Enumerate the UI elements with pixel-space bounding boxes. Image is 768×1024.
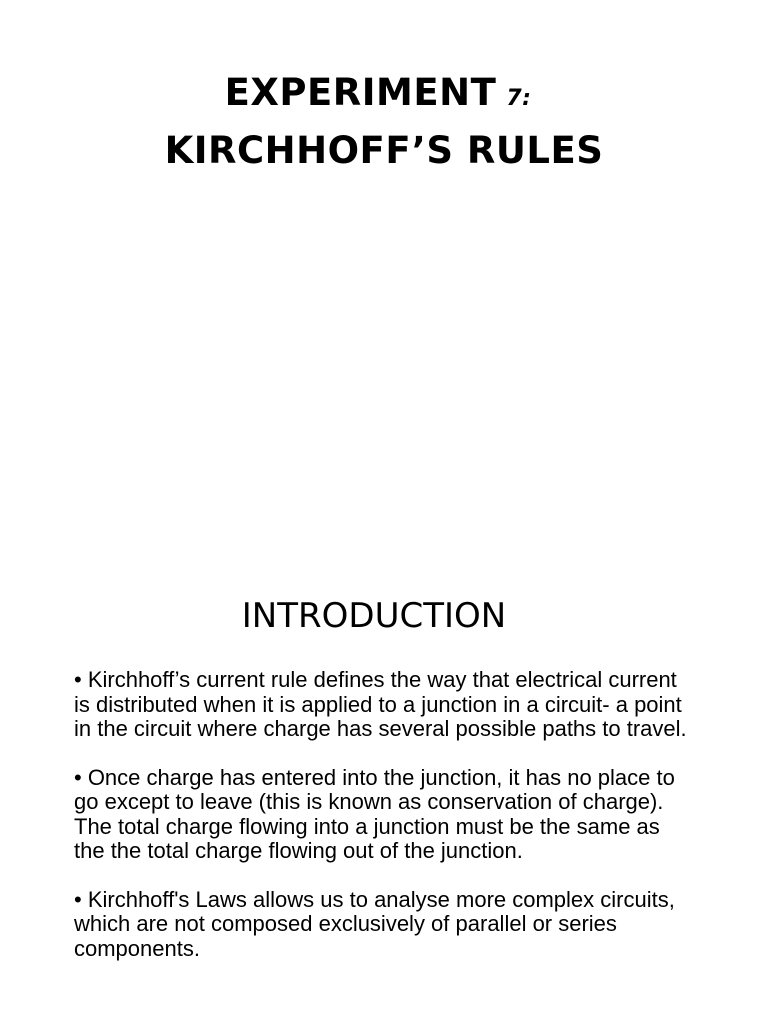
introduction-slide — [0, 512, 768, 1024]
introduction-heading: INTRODUCTION — [241, 596, 507, 636]
title-line-1 — [0, 68, 768, 124]
bullet-item: • Kirchhoff's Laws allows us to analyse more complex circuits, which are not composed exclusively of parallel or series components. — [74, 886, 675, 961]
title-line-2: KIRCHHOFF’S RULES — [164, 129, 604, 172]
title-word: EXPERIMENT — [224, 71, 497, 114]
experiment-number: 7: — [506, 86, 532, 111]
slide-title — [0, 68, 768, 176]
bullet-item: • Kirchhoff’s current rule defines the way that electrical current is distributed when it is applied to a junction in a circuit- a point in the circuit where charge has several possible paths to travel. — [74, 667, 687, 741]
bullet-item: • Once charge has entered into the junction, it has no place to go except to leave (this is known as conservation of charge). The total charge flowing into a junction must be the same as the the total charge flowing out of the junction. — [74, 764, 675, 863]
bullet-list — [74, 668, 694, 985]
